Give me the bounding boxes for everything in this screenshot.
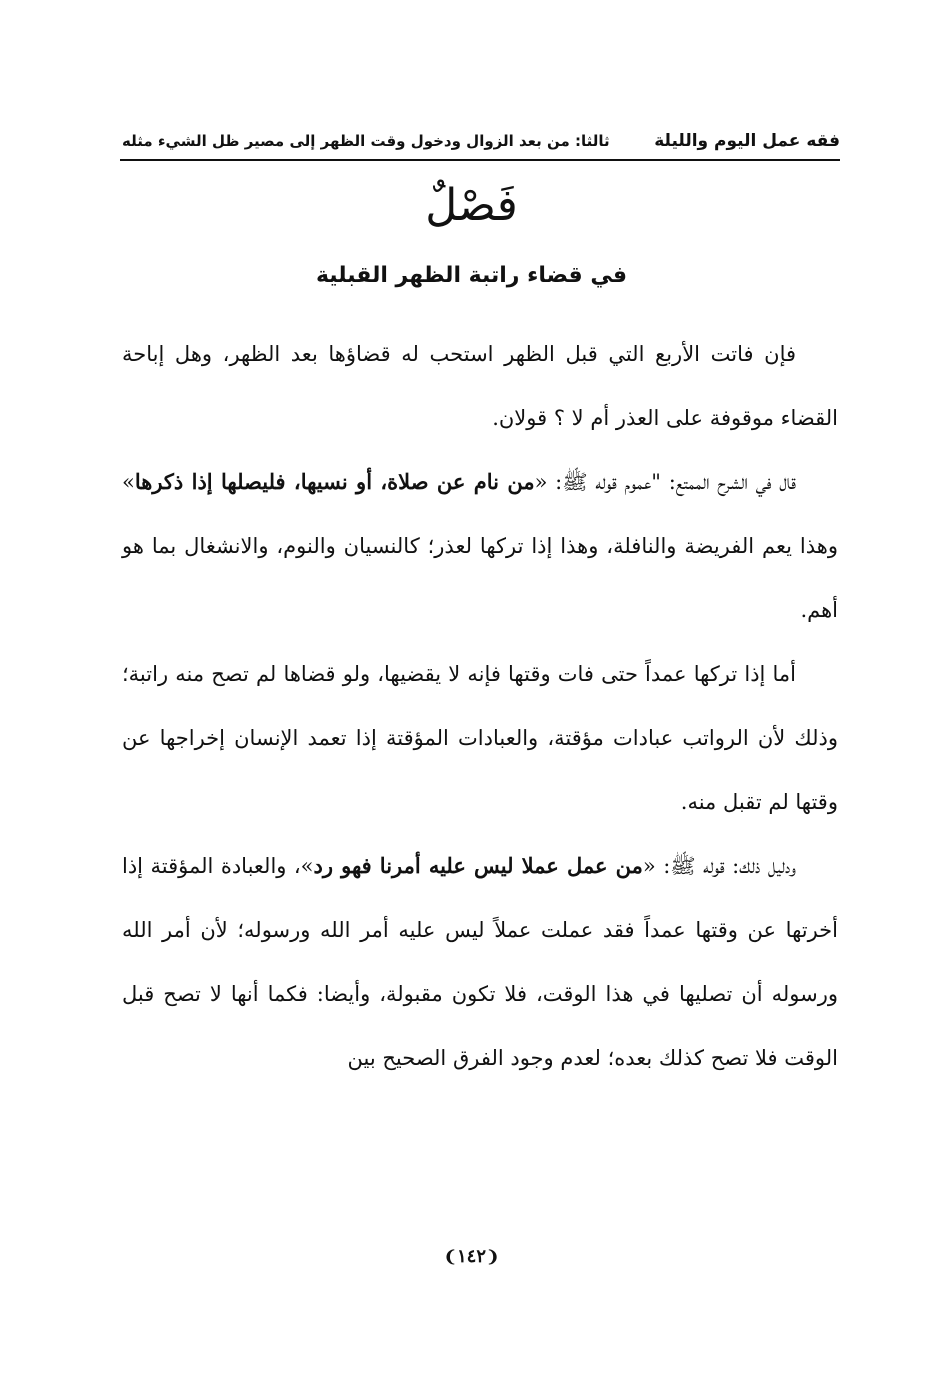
page-number-value: ١٤٢	[456, 1246, 486, 1267]
ornament-right-icon: ❩	[443, 1247, 457, 1266]
running-header	[122, 126, 840, 156]
section-subtitle: في قضاء راتبة الظهر القبلية	[315, 263, 628, 288]
chapter-title: ثالثا: من بعد الزوال ودخول وقت الظهر إلى مصير ظل الشيء مثله	[122, 132, 610, 150]
paragraph-2	[122, 450, 838, 642]
section-heading: فَصْلٌ	[425, 180, 518, 231]
paragraph-4-rest: »، والعبادة المؤقتة إذا أخرتها عن وقتها عمداً فقد عملت عملاً ليس عليه أمر الله ورسوله؛ لأن أمر الله ورسوله أن تصليها في هذا الوقت، فلا تكون مقبولة، وأيضا: فكما أنها لا تصح قبل الوقت فلا تصح كذلك بعده؛ لعدم وجود الفرق الصحيح بين	[122, 854, 838, 1070]
paragraph-4	[122, 834, 838, 1090]
paragraph-4-intro: ودليل ذلك: قوله ﷺ: «	[642, 854, 797, 878]
body-text	[122, 322, 838, 1090]
hadith-quote-1: من نام عن صلاة، أو نسيها، فليصلها إذا ذكرها	[134, 469, 535, 494]
ornament-left-icon: ❨	[486, 1247, 500, 1266]
header-divider	[120, 159, 840, 161]
hadith-quote-2: من عمل عملا ليس عليه أمرنا فهو رد	[313, 853, 643, 878]
page-number	[0, 1246, 943, 1267]
paragraph-3: أما إذا تركها عمداً حتى فات وقتها فإنه لا يقضيها، ولو قضاها لم تصح منه راتبة؛ وذلك لأن الرواتب عبادات مؤقتة، والعبادات المؤقتة إذا تعمد الإنسان إخراجها عن وقتها لم تقبل منه.	[122, 662, 838, 814]
paragraph-1: فإن فاتت الأربع التي قبل الظهر استحب له قضاؤها بعد الظهر، وهل إباحة القضاء موقوفة على العذر أم لا ؟ قولان.	[122, 342, 838, 430]
paragraph-2-rest: » وهذا يعم الفريضة والنافلة، وهذا إذا تركها لعذر؛ كالنسيان والنوم، والانشغال بما هو أهم.	[122, 470, 838, 622]
book-title: فقه عمل اليوم والليلة	[654, 131, 840, 151]
paragraph-2-intro: قال في الشرح الممتع: "عموم قوله ﷺ: «	[534, 470, 796, 494]
